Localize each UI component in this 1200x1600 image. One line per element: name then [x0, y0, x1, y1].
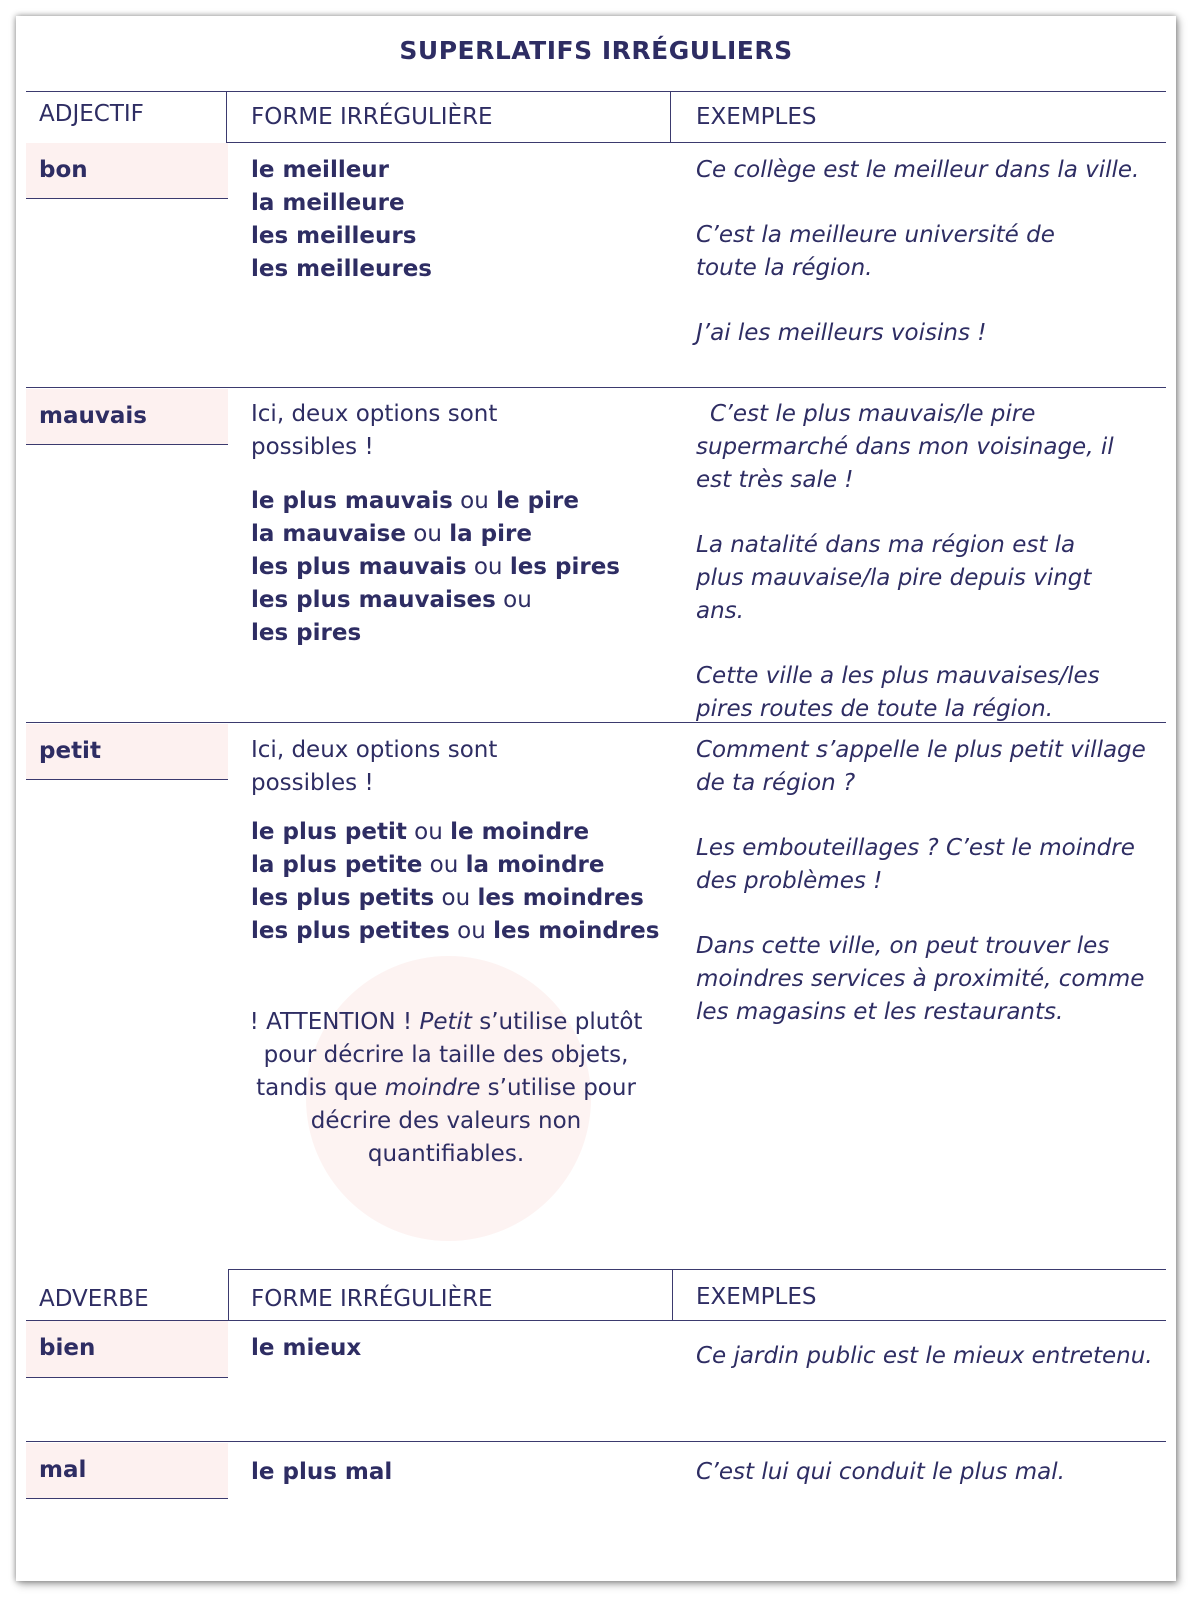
- intro-petit: Ici, deux options sont possibles !: [251, 737, 498, 796]
- forms-bon: [251, 154, 432, 286]
- form-item: la plus petite ou la moindre: [251, 852, 605, 878]
- header-adjectif: ADJECTIF: [39, 101, 144, 127]
- example-bien: Ce jardin public est le mieux entretenu.: [696, 1343, 1153, 1369]
- example-sentence: La natalité dans ma région est la plus mauvaise/la pire depuis vingt ans.: [696, 532, 1092, 624]
- header-divider-2: [670, 91, 671, 143]
- form-item: la meilleure: [251, 190, 405, 216]
- header-exemples: EXEMPLES: [696, 104, 817, 130]
- example-sentence: C’est le plus mauvais/le pire supermarché dans mon voisinage, il est très sale !: [696, 401, 1114, 493]
- example-sentence: Dans cette ville, on peut trouver les moindres services à proximité, comme les magasins et les restaurants.: [696, 933, 1145, 1025]
- superlatives-sheet: [16, 16, 1176, 1581]
- adverb-mal: mal: [26, 1443, 228, 1499]
- form-item: les plus petites ou les moindres: [251, 918, 660, 944]
- form-item: les plus petits ou les moindres: [251, 885, 644, 911]
- header-adverbe: ADVERBE: [39, 1286, 149, 1312]
- form-bien: le mieux: [251, 1335, 362, 1361]
- header-forme: FORME IRRÉGULIÈRE: [251, 104, 493, 130]
- row-rule-mauvais: [26, 722, 1166, 723]
- example-sentence: Comment s’appelle le plus petit village de ta région ?: [696, 737, 1146, 796]
- adjective-bon: bon: [26, 143, 228, 199]
- form-item: le plus mauvais ou le pire: [251, 488, 579, 514]
- example-sentence: Cette ville a les plus mauvaises/les pires routes de toute la région.: [696, 663, 1100, 722]
- form-item: les meilleures: [251, 256, 433, 282]
- example-sentence: C’est la meilleure université de toute la région.: [696, 222, 1055, 281]
- header-divider-1: [226, 91, 227, 143]
- example-mal: C’est lui qui conduit le plus mal.: [696, 1459, 1065, 1485]
- adverb-bien: bien: [26, 1321, 228, 1378]
- form-item: les plus mauvaises ou les pires: [251, 587, 532, 646]
- forms-mauvais: [251, 485, 651, 650]
- attention-note: ! ATTENTION ! Petit s’utilise plutôt pour décrire la taille des objets, tandis que moindre s’utilise pour décrire des valeurs non quantifiables.: [249, 1009, 643, 1167]
- examples-bon: [696, 154, 1156, 382]
- form-item: les plus mauvais ou les pires: [251, 554, 620, 580]
- adjective-petit: petit: [26, 724, 228, 780]
- forms-petit: [251, 816, 671, 948]
- example-sentence: J’ai les meilleurs voisins !: [696, 320, 987, 346]
- header-top-rule: [26, 91, 1166, 92]
- intro-mauvais: Ici, deux options sont possibles !: [251, 401, 498, 460]
- form-item: les meilleurs: [251, 223, 417, 249]
- form-item: la mauvaise ou la pire: [251, 521, 532, 547]
- form-mal: le plus mal: [251, 1459, 393, 1485]
- adverb-header-forme: FORME IRRÉGULIÈRE: [251, 1286, 493, 1312]
- adverb-header-divider-1: [228, 1269, 229, 1321]
- form-item: le plus petit ou le moindre: [251, 819, 590, 845]
- form-item: le meilleur: [251, 157, 390, 183]
- adverb-header-divider-2: [672, 1269, 673, 1321]
- example-sentence: Ce collège est le meilleur dans la ville.: [696, 157, 1140, 183]
- example-sentence: Les embouteillages ? C’est le moindre des problèmes !: [696, 835, 1135, 894]
- adjective-mauvais: mauvais: [26, 389, 228, 445]
- adverb-header-top-rule: [228, 1269, 1166, 1270]
- header-bottom-rule: [226, 142, 1166, 143]
- adverb-header-exemples: EXEMPLES: [696, 1284, 817, 1310]
- page-title: SUPERLATIFS IRRÉGULIERS: [399, 36, 793, 65]
- examples-mauvais: [696, 398, 1126, 758]
- examples-petit: [696, 734, 1146, 1061]
- row-rule-bien: [26, 1441, 1166, 1442]
- row-rule-bon: [26, 387, 1166, 388]
